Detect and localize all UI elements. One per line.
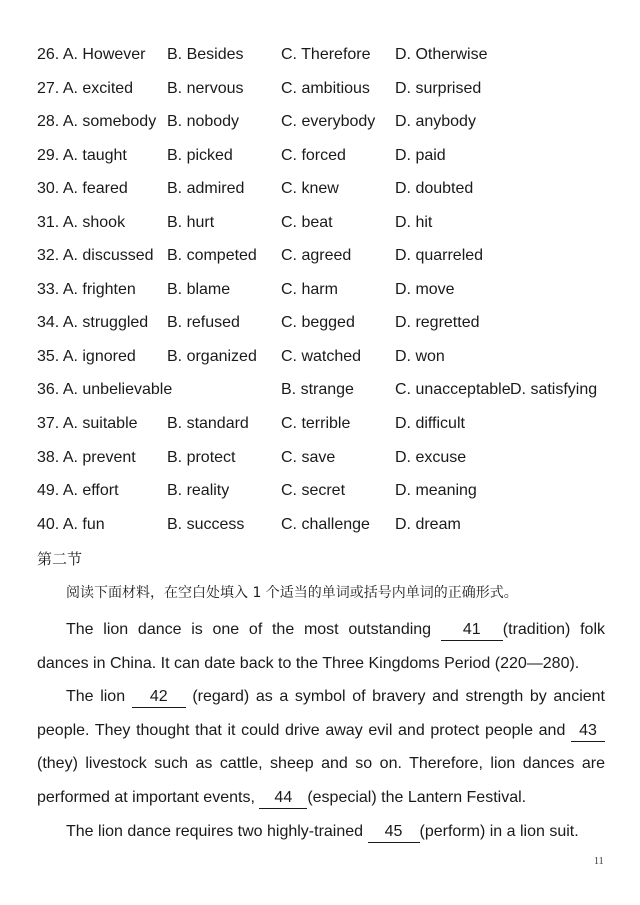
option-b: B. standard [167, 415, 249, 433]
option-b: B. success [167, 515, 245, 533]
option-c: C. begged [281, 314, 355, 332]
option-d: D. won [395, 347, 445, 365]
option-c: C. unacceptable [395, 381, 511, 399]
option-d: D. paid [395, 146, 446, 164]
option-b: B. competed [167, 247, 257, 265]
option-a: 35. A. ignored [37, 347, 136, 365]
option-d: D. meaning [395, 482, 477, 500]
blank-41: 41 [441, 620, 503, 641]
paragraph-1: The lion dance is one of the most outstanding 41 (tradition) folk dances in China. It can date back to the Three Kingdoms Period (220—280). [37, 621, 605, 672]
option-b: B. blame [167, 280, 231, 298]
paragraph-3: The lion dance requires two highly-trained 45 (perform) in a lion suit. [37, 815, 605, 849]
option-c: C. Therefore [281, 46, 371, 63]
option-a: 33. A. frighten [37, 280, 136, 298]
option-d: D. satisfying [510, 381, 598, 399]
option-a: 30. A. feared [37, 180, 128, 198]
option-b: B. organized [167, 347, 257, 365]
blank-42: 42 [132, 687, 186, 708]
question-row-34 [37, 312, 617, 346]
paragraph-2: The lion 42 (regard) as a symbol of bravery and strength by ancient people. They thought that it could drive away evil and protect people and 43 (they) livestock such as cattle, sheep and so on. Therefore, lion dances are performed at important events, 44 (especial) the Lantern Festival. [37, 680, 605, 814]
option-b: B. nervous [167, 79, 244, 97]
option-d: D. regretted [395, 314, 480, 332]
question-row-49 [37, 480, 617, 514]
option-a: 26. A. However [37, 46, 146, 63]
option-d: D. surprised [395, 79, 482, 97]
option-c: C. forced [281, 146, 346, 164]
question-row-33 [37, 279, 617, 313]
option-c: C. save [281, 448, 336, 466]
option-c: C. knew [281, 180, 339, 198]
option-a: 40. A. fun [37, 515, 105, 533]
multiple-choice-options [37, 44, 617, 547]
option-a: 32. A. discussed [37, 247, 154, 265]
option-a: 29. A. taught [37, 146, 127, 164]
question-row-26 [37, 44, 617, 78]
option-b: B. admired [167, 180, 245, 198]
question-row-37 [37, 413, 617, 447]
section-title: 第二节 [37, 550, 83, 568]
option-b: B. protect [167, 448, 236, 466]
option-b: B. nobody [167, 113, 240, 131]
option-a: 34. A. struggled [37, 314, 149, 332]
option-b: B. Besides [167, 46, 244, 63]
option-d: D. excuse [395, 448, 467, 466]
question-row-31 [37, 212, 617, 246]
option-a: 37. A. suitable [37, 415, 138, 433]
option-a: 49. A. effort [37, 482, 119, 500]
blank-44: 44 [259, 788, 307, 809]
option-c: C. harm [281, 280, 338, 298]
option-d: D. move [395, 280, 455, 298]
option-d: D. anybody [395, 113, 476, 131]
instruction-text: 阅读下面材料，在空白处填入 1 个适当的单词或括号内单词的正确形式。 [66, 585, 518, 601]
option-c: C. secret [281, 482, 346, 500]
option-c: C. challenge [281, 515, 370, 533]
option-b: B. strange [281, 381, 354, 399]
question-row-32 [37, 245, 617, 279]
option-c: C. agreed [281, 247, 352, 265]
question-row-35 [37, 346, 617, 380]
blank-45: 45 [368, 822, 420, 843]
question-row-29 [37, 145, 617, 179]
question-row-28 [37, 111, 617, 145]
option-d: D. quarreled [395, 247, 484, 265]
question-row-30 [37, 178, 617, 212]
option-b: B. hurt [167, 213, 215, 231]
option-a: 38. A. prevent [37, 448, 136, 466]
page-number: 11 [594, 856, 604, 867]
option-c: C. everybody [281, 113, 376, 131]
option-b: B. reality [167, 482, 230, 500]
question-row-27 [37, 78, 617, 112]
option-a: 28. A. somebody [37, 113, 157, 131]
option-a: 36. A. unbelievable [37, 381, 173, 399]
question-row-36 [37, 379, 617, 413]
option-d: D. dream [395, 515, 461, 533]
option-c: C. watched [281, 347, 362, 365]
reading-passage [37, 613, 605, 848]
option-a: 27. A. excited [37, 79, 134, 97]
option-c: C. beat [281, 213, 333, 231]
blank-43: 43 [571, 721, 605, 742]
option-b: B. refused [167, 314, 240, 332]
option-d: D. difficult [395, 415, 465, 433]
option-d: D. Otherwise [395, 46, 488, 63]
question-row-40 [37, 514, 617, 548]
option-d: D. hit [395, 213, 433, 231]
option-a: 31. A. shook [37, 213, 126, 231]
option-c: C. terrible [281, 415, 351, 433]
question-row-38 [37, 447, 617, 481]
option-b: B. picked [167, 146, 233, 164]
option-c: C. ambitious [281, 79, 370, 97]
option-d: D. doubted [395, 180, 474, 198]
